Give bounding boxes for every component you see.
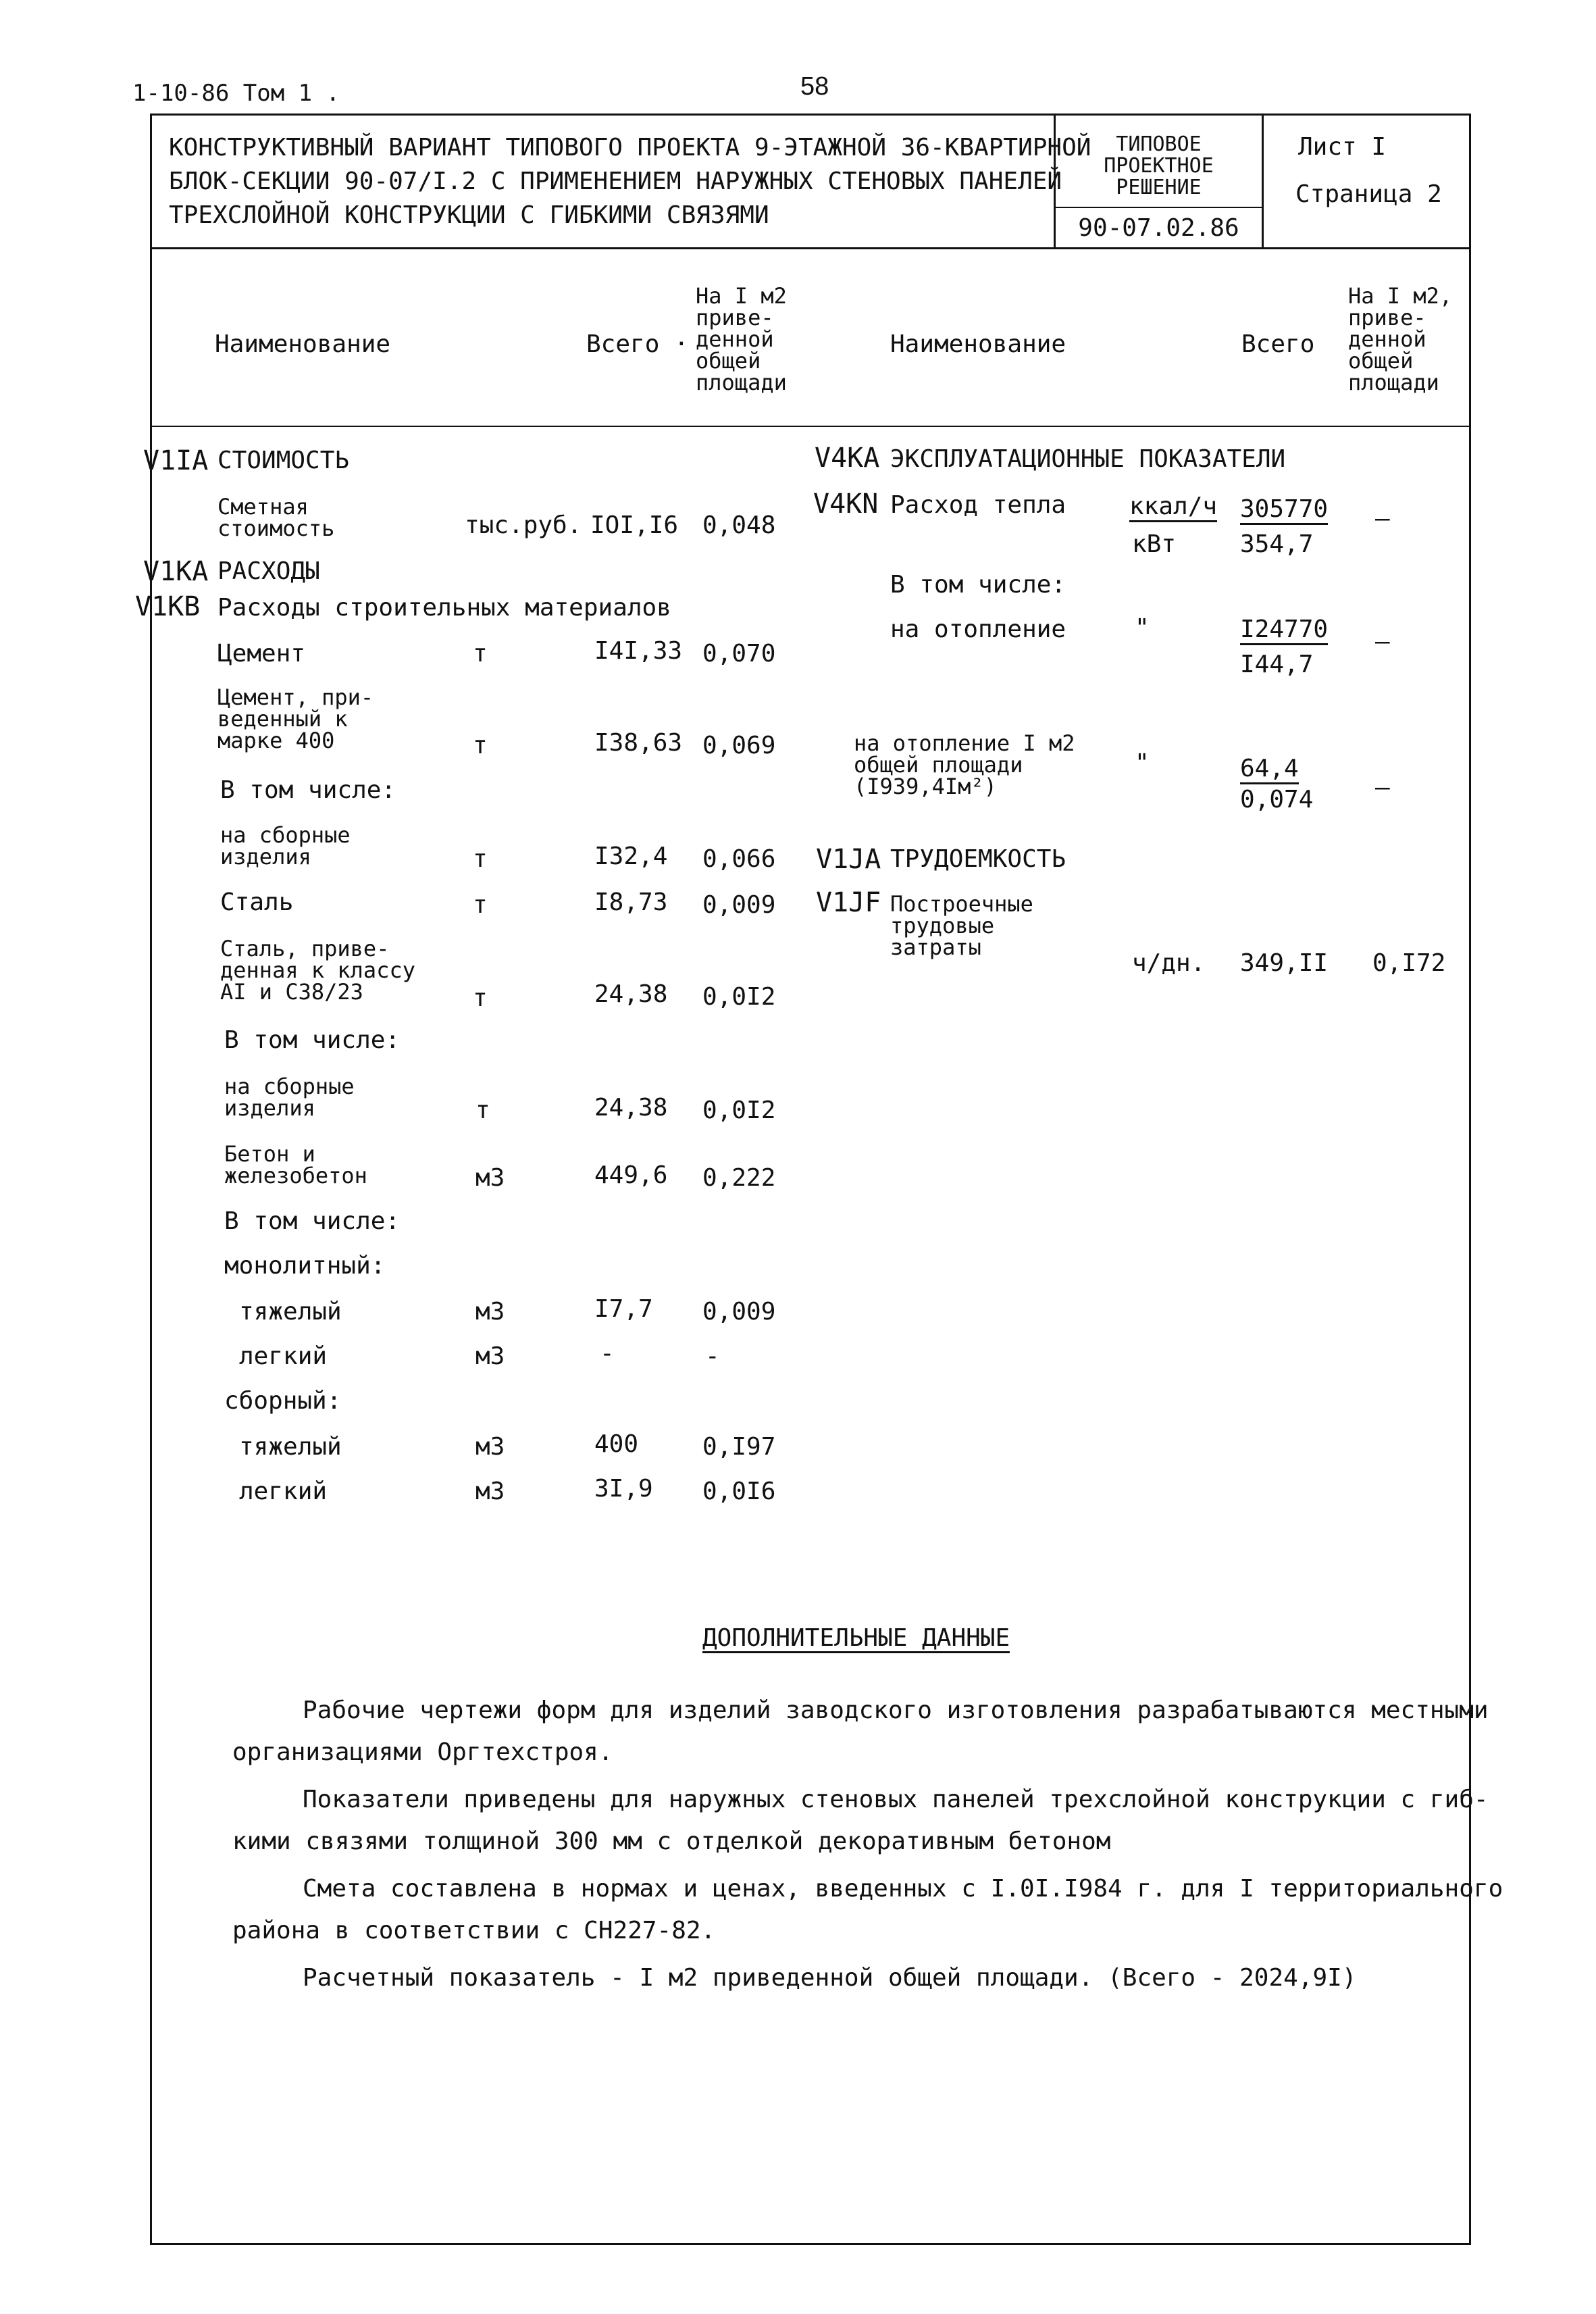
paragraph-line: Расчетный показатель - I м2 приведенной общей площади. (Всего - 2024,9I) bbox=[303, 1964, 1357, 1992]
row-code: V4KA bbox=[815, 443, 880, 474]
row-per-m2: 0,048 bbox=[702, 511, 776, 539]
row-name: В том числе: bbox=[220, 776, 396, 804]
column-name-header-right: Наименование bbox=[890, 330, 1066, 358]
row-total: 400 bbox=[594, 1430, 639, 1458]
row-code: V1KA bbox=[143, 556, 209, 587]
row-per-m2: - bbox=[705, 1342, 720, 1370]
row-total: IOI,I6 bbox=[590, 511, 679, 539]
row-total: I4I,33 bbox=[594, 637, 683, 665]
row-per-m2: 0,0I2 bbox=[702, 1097, 776, 1124]
row-unit: м3 bbox=[475, 1164, 505, 1192]
row-total: 24,38 bbox=[594, 1094, 668, 1122]
row-name: ТРУДОЕМКОСТЬ bbox=[890, 845, 1066, 873]
row-unit: т bbox=[475, 1097, 490, 1124]
row-unit: т bbox=[473, 640, 488, 668]
row-unit: тыс.руб. bbox=[465, 511, 582, 539]
row-code: V4KN bbox=[813, 488, 879, 520]
solution-code: 90-07.02.86 bbox=[1078, 214, 1239, 242]
frame-bottom bbox=[150, 2243, 1471, 2245]
page-number: 58 bbox=[800, 72, 829, 101]
column-per-m2-header: На I м2 приве- денной общей площади bbox=[696, 283, 787, 395]
row-unit: м3 bbox=[475, 1342, 505, 1370]
row-name: Сталь bbox=[220, 888, 294, 916]
row-total: 24,38 bbox=[594, 980, 668, 1008]
row-unit: т bbox=[473, 845, 488, 873]
row-unit: т bbox=[473, 732, 488, 759]
row-total: 3I,9 bbox=[594, 1475, 653, 1503]
row-name: СТОИМОСТЬ bbox=[217, 447, 350, 474]
row-total-secondary: 0,074 bbox=[1240, 786, 1314, 813]
row-name: Сталь, приве- денная к классу AI и С38/23 bbox=[220, 936, 415, 1005]
row-unit: ккал/ч bbox=[1129, 493, 1217, 522]
paragraph-line: организациями Оргтехстроя. bbox=[232, 1738, 613, 1766]
row-code: V1JF bbox=[816, 887, 881, 918]
frame-top bbox=[150, 114, 1471, 116]
paragraph-line: кими связями толщиной 300 мм с отделкой декоративным бетоном bbox=[232, 1828, 1111, 1855]
row-name: РАСХОДЫ bbox=[217, 557, 320, 585]
row-unit: м3 bbox=[475, 1478, 505, 1505]
row-per-m2: 0,009 bbox=[702, 891, 776, 919]
row-name: Сметная стоимость bbox=[217, 494, 335, 541]
row-per-m2: — bbox=[1375, 774, 1390, 801]
row-name: Расход тепла bbox=[890, 491, 1066, 519]
row-code: V1JA bbox=[816, 844, 881, 875]
column-total-header-right: Всего bbox=[1241, 330, 1315, 358]
row-unit: м3 bbox=[475, 1433, 505, 1461]
row-unit: м3 bbox=[475, 1298, 505, 1326]
row-name: на отопление I м2 общей площади (I939,4Iм²) bbox=[854, 730, 1075, 799]
row-unit: " bbox=[1135, 614, 1150, 642]
row-per-m2: 0,I97 bbox=[702, 1433, 776, 1461]
row-total: 64,4 bbox=[1240, 755, 1299, 784]
paragraph-line: Рабочие чертежи форм для изделий заводского изготовления разрабатываются местными bbox=[303, 1696, 1489, 1724]
row-total: I32,4 bbox=[594, 842, 668, 870]
row-total: 305770 bbox=[1240, 496, 1328, 525]
row-per-m2: 0,222 bbox=[702, 1164, 776, 1192]
row-per-m2: 0,0I2 bbox=[702, 983, 776, 1011]
row-unit: т bbox=[473, 891, 488, 919]
row-name: Построечные трудовые затраты bbox=[890, 891, 1033, 960]
row-per-m2: — bbox=[1375, 505, 1390, 532]
row-total-secondary: 354,7 bbox=[1240, 530, 1314, 558]
paragraph-line: района в соответствии с СН227-82. bbox=[232, 1917, 716, 1944]
row-name: Бетон и железобетон bbox=[224, 1141, 367, 1188]
row-name: тяжелый bbox=[239, 1433, 342, 1461]
row-total: 449,6 bbox=[594, 1161, 668, 1189]
row-name: Расходы строительных материалов bbox=[217, 594, 671, 622]
frame-left bbox=[150, 114, 152, 2245]
solution-type-label: ТИПОВОЕ ПРОЕКТНОЕ РЕШЕНИЕ bbox=[1104, 132, 1214, 199]
paragraph-line: Показатели приведены для наружных стеновых панелей трехслойной конструкции с гиб- bbox=[303, 1786, 1489, 1813]
document-code: 1-10-86 Том 1 . bbox=[132, 80, 340, 107]
row-name: В том числе: bbox=[224, 1207, 401, 1235]
row-total: I38,63 bbox=[594, 729, 683, 757]
row-total: I7,7 bbox=[594, 1295, 653, 1323]
column-per-m2-header-right: На I м2, приве- денной общей площади bbox=[1348, 283, 1453, 395]
page-label: Страница 2 bbox=[1295, 180, 1442, 208]
paragraph-line: Смета составлена в нормах и ценах, введенных с I.0I.I984 г. для I территориального bbox=[303, 1875, 1503, 1903]
section-heading: ДОПОЛНИТЕЛЬНЫЕ ДАННЫЕ bbox=[702, 1624, 1010, 1652]
row-total-secondary: I44,7 bbox=[1240, 651, 1314, 678]
row-total: I8,73 bbox=[594, 888, 668, 916]
row-per-m2: — bbox=[1375, 628, 1390, 655]
row-per-m2: 0,069 bbox=[702, 732, 776, 759]
row-per-m2: 0,009 bbox=[702, 1298, 776, 1326]
row-unit: ч/дн. bbox=[1132, 949, 1206, 977]
row-total: I24770 bbox=[1240, 616, 1328, 645]
row-name: В том числе: bbox=[224, 1026, 401, 1054]
row-name: Цемент bbox=[217, 640, 306, 668]
row-name: легкий bbox=[239, 1342, 328, 1370]
frame-right bbox=[1469, 114, 1471, 2245]
row-name: на отопление bbox=[890, 615, 1066, 643]
row-total: 349,II bbox=[1240, 949, 1329, 977]
row-name: В том числе: bbox=[890, 571, 1066, 599]
row-name: тяжелый bbox=[239, 1298, 342, 1326]
row-name: ЭКСПЛУАТАЦИОННЫЕ ПОКАЗАТЕЛИ bbox=[890, 445, 1286, 473]
row-per-m2: 0,070 bbox=[702, 640, 776, 668]
project-title: КОНСТРУКТИВНЫЙ ВАРИАНТ ТИПОВОГО ПРОЕКТА 9-ЭТАЖНОЙ 36-КВАРТИРНОЙ БЛОК-СЕКЦИИ 90-07/I.2 С ПРИМЕНЕНИЕМ НАРУЖНЫХ СТЕНОВЫХ ПАНЕЛЕЙ ТРЕХСЛОЙНОЙ КОНСТРУКЦИИ С ГИБКИМИ СВЯЗЯМИ bbox=[169, 134, 1091, 229]
column-name-header: Наименование bbox=[215, 330, 391, 358]
row-code: V1IA bbox=[143, 445, 209, 476]
row-per-m2: 0,066 bbox=[702, 845, 776, 873]
row-total: - bbox=[600, 1340, 615, 1367]
column-total-header: Всего · bbox=[586, 330, 689, 358]
row-unit-secondary: кВт bbox=[1132, 530, 1177, 558]
sheet-number: Лист I bbox=[1298, 133, 1387, 161]
row-name: на сборные изделия bbox=[224, 1074, 355, 1121]
row-per-m2: 0,0I6 bbox=[702, 1478, 776, 1505]
row-unit: " bbox=[1135, 749, 1150, 777]
row-name: монолитный: bbox=[224, 1252, 386, 1280]
row-name: на сборные изделия bbox=[220, 822, 351, 870]
row-name: сборный: bbox=[224, 1387, 342, 1415]
row-unit: т bbox=[473, 984, 488, 1012]
row-per-m2: 0,I72 bbox=[1372, 949, 1446, 977]
row-code: V1KB bbox=[135, 591, 201, 622]
row-name: легкий bbox=[239, 1478, 328, 1505]
row-name: Цемент, при- веденный к марке 400 bbox=[217, 684, 374, 753]
